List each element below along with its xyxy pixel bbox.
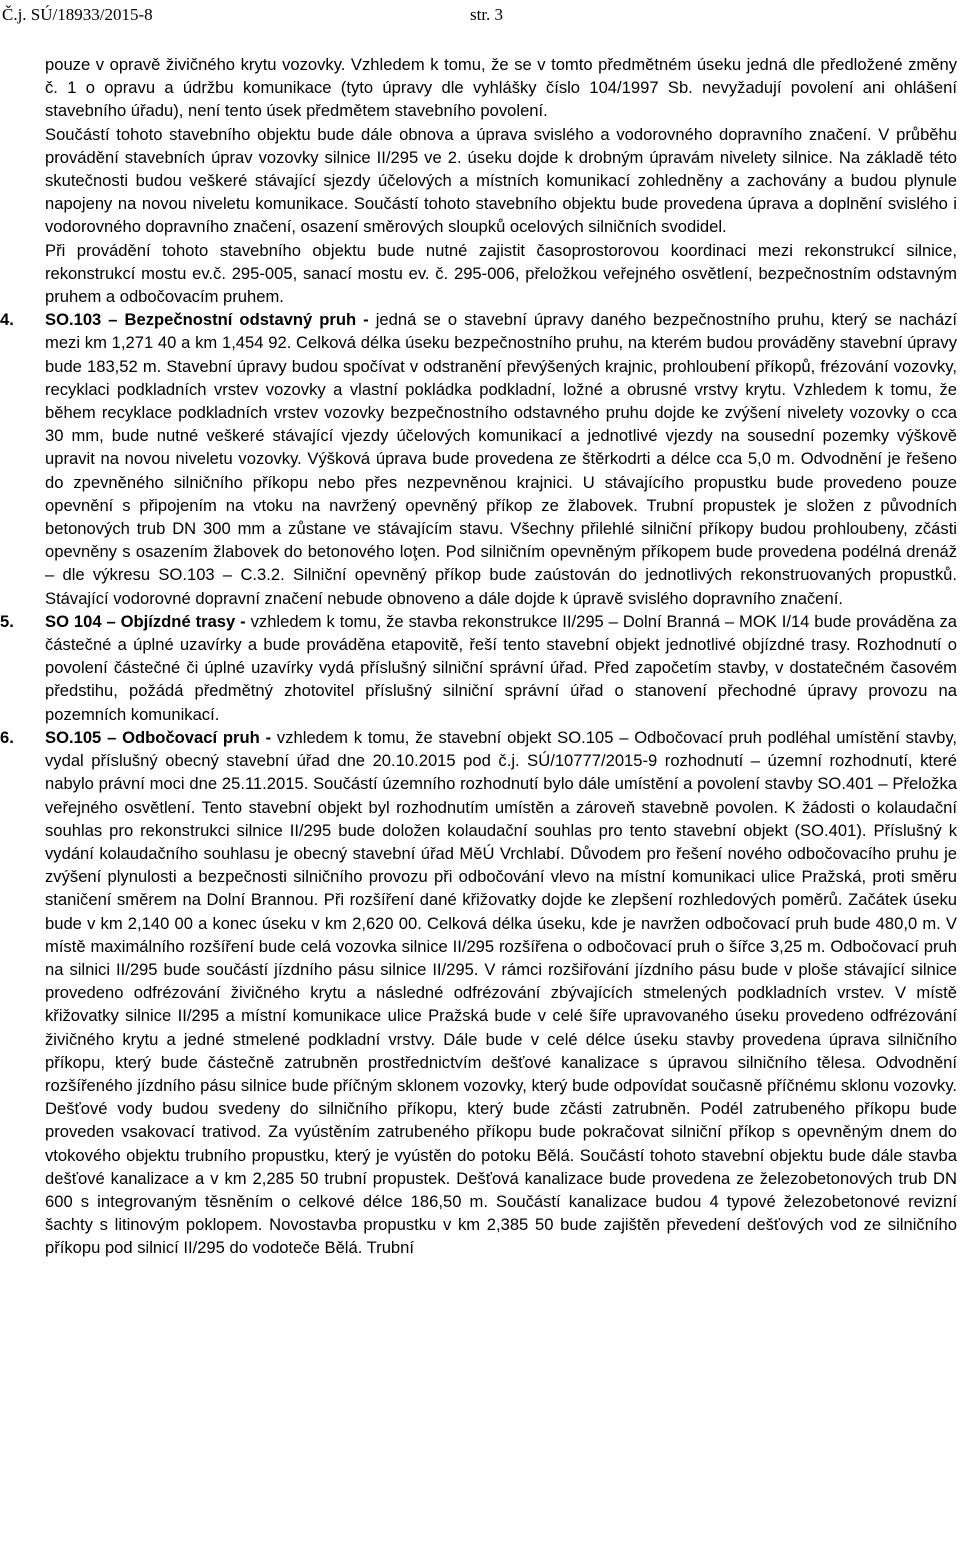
list-number: 4. bbox=[0, 310, 14, 330]
list-item-so104 bbox=[0, 610, 957, 726]
page-number: str. 3 bbox=[470, 5, 504, 24]
item-title: SO 104 – Objízdné trasy - bbox=[45, 611, 246, 631]
list-number: 6. bbox=[0, 727, 14, 747]
item-text: vzhledem k tomu, že stavba rekonstrukce II/295 – Dolní Branná – MOK I/14 bude prováděna za částečné a úplné uzavírky a bude prováděna etapovitě, řeší tento stavební objekt jednotlivé objízdné trasy. Rozhodnutí o povolení částečné či úplné uzavírky vydá příslušný silniční správní úřad. Před započetím stavby, v dostatečném časovém předstihu, požádá předmětný zhotovitel příslušný silniční správní úřad o stanovení přechodné úpravy provozu na pozemních komunikací. bbox=[45, 611, 957, 724]
paragraph-signage: Součástí tohoto stavebního objektu bude dále obnova a úprava svislého a vodorovného dopravního značení. V průběhu provádění stavebních úprav vozovky silnice II/295 ve 2. úseku dojde k drobným úpravám nivelety silnice. Na základě této skutečnosti budou veškeré stávající sjezdy účelových a místních komunikací zohledněny a zachovány a budou plynule napojeny na novou niveletu komunikace. Součástí tohoto stavebního objektu bude provedena úprava a doplnění svislého i vodorovného dopravního značení, osazení směrových sloupků ocelových silničních svodidel. bbox=[45, 124, 957, 237]
item-text: jedná se o stavební úpravy daného bezpečnostního pruhu, který se nachází mezi km 1,271 40 a km 1,454 92. Celková délka úseku bezpečnostního pruhu, na kterém budou prováděny stavební úpravy bude 183,52 m. Stavební úpravy budou spočívat v odstranění převýšených krajnic, prohloubení příkopů, frézování vozovky, recyklaci podkladních vrstev vozovky a vlastní pokládka podkladní, ložné a obrusné vrstvy krytu. Vzhledem k tomu, že během recyklace podkladních vrstev vozovky bezpečnostního odstavného pruhu dojde ke zvýšení nivelety vozovky o cca 30 mm, bude nutné veškeré stávající vjezdy účelových komunikací a jednotlivé vjezdy na sousední pozemky výškově upravit na novou niveletu vozovky. Výšková úprava bude provedena ze štěrkodrti a délce cca 5,0 m. Odvodnění je řešeno do zpevněného silničního příkopu nebo přes nezpevněnou krajnici. U stávajícího propustku bude provedeno pouze opevnění s připojením na vtoku na navržený opevněný příkop ze žlabovek. Trubní propustek je složen z původních betonových trub DN 300 mm a zůstane ve stávajícím stavu. Všechny přilehlé silniční příkopy budou prohloubeny, zčásti opevněny s osazením žlabovek do betonového loţen. Pod silničním opevněným příkopem bude provedena podélná drenáž – dle výkresu SO.103 – C.3.2. Silniční opevněný příkop bude zaústován do jednotlivých rekonstruovaných propustků. Stávající vodorovné dopravní značení nebude obnoveno a dále dojde k úpravě svislého dopravního značení. bbox=[45, 310, 957, 608]
page-header bbox=[0, 2, 960, 28]
paragraph-intro: pouze v opravě živičného krytu vozovky. Vzhledem k tomu, že se v tomto předmětném úseku jedná dle předložené změny č. 1 o opravu a údržbu komunikace (tyto úpravy dle vyhlášky číslo 104/1997 Sb. nevyžadují povolení ani ohlášení stavebního úřadu), není tento úsek předmětem stavebního povolení. bbox=[45, 55, 957, 121]
list-item-so105 bbox=[0, 726, 958, 1260]
item-title: SO.103 – Bezpečnostní odstavný pruh - bbox=[45, 310, 369, 330]
item-text: vzhledem k tomu, že stavební objekt SO.105 – Odbočovací pruh podléhal umístění stavby, vydal příslušný obecný stavební úřad dne 20.10.2015 pod č.j. SÚ/10777/2015-9 rozhodnutí – územní rozhodnutí, které nabylo právní moci dne 25.11.2015. Součástí územního rozhodnutí bylo dále umístění a povolení stavby SO.401 – Přeložka veřejného osvětlení. Tento stavební objekt byl rozhodnutím umístěn a zároveň stavebně povolen. K žádosti o kolaudační souhlas pro rekonstrukci silnice II/295 bude doložen kolaudační souhlas pro tento stavební objekt (SO.401). Příslušný k vydání kolaudačního souhlasu je obecný stavební úřad MěÚ Vrchlabí. Důvodem pro řešení nového odbočovacího pruhu je zvýšení plynulosti a bezpečnosti silničního provozu při odbočování vlevo na místní komunikaci ulice Pražská, proti směru staničení směrem na Dolní Brannou. Při rozšíření dané křižovatky dojde ke zlepšení rozhledových poměrů. Začátek úseku bude v km 2,140 00 a konec úseku v km 2,620 00. Celková délka úseku, kde je navržen odbočovací pruh bude 480,0 m. V místě maximálního rozšíření bude celá vozovka silnice II/295 rozšířena o odbočovací pruh o šířce 3,25 m. Odbočovací pruh na silnici II/295 bude součástí jízdního pásu silnice II/295. V rámci rozšiřování jízdního pásu bude v ploše stávající silnice provedeno odfrézování živičného krytu a následné odfrézování zbývajících stmelených podkladních vrstev. V místě křižovatky silnice II/295 a místní komunikace ulice Pražská bude v celé šíře upravovaného úseku provedeno odfrézování živičného krytu a jedné stmelené podkladní vrstvy. Dále bude v celé délce úseku stavby provedena úprava silničního příkopu, který bude částečně zatrubněn prostřednictvím dešťové kanalizace s úpravou silničního tělesa. Odvodnění rozšířeného jízdního pásu silnice bude příčným sklonem vozovky, který bude odpovídat současně příčnému sklonu vozovky. Dešťové vody budou svedeny do silničního příkopu, který bude zčásti zatrubněn. Podél zatrubeného příkopu bude proveden vsakovací trativod. Za vyústěním zatrubeného příkopu bude pokračovat silniční příkop s opevněným dnem do vtokového objektu trubního propustku, který je vyústěn do potoku Bělá. Součástí tohoto stavební objektu bude dále stavba dešťové kanalizace a v km 2,285 50 trubní propustek. Dešťová kanalizace bude provedena ze železobetonových trub DN 600 s integrovaným těsněním o celkové délce 186,50 m. Součástí kanalizace budou 4 typové železobetonové revizní šachty s litinovým poklopem. Novostavba propustku v km 2,385 50 bude zajištěn převedení dešťových vod ze silničního příkopu pod silnicí II/295 do vodoteče Bělá. Trubní bbox=[45, 727, 958, 1258]
list-number: 5. bbox=[0, 611, 14, 631]
paragraph-coordination: Při provádění tohoto stavebního objektu bude nutné zajistit časoprostorovou koordinaci mezi rekonstrukcí silnice, rekonstrukcí mostu ev.č. 295-005, sanací mostu ev. č. 295-006, přeložkou veřejného osvětlení, bezpečnostním odstavným pruhem a odbočovacím pruhem. bbox=[45, 240, 957, 307]
document-body bbox=[0, 53, 958, 1260]
document-reference: Č.j. SÚ/18933/2015-8 bbox=[2, 5, 153, 24]
item-title: SO.105 – Odbočovací pruh - bbox=[45, 727, 272, 747]
list-item-so103 bbox=[0, 308, 957, 610]
